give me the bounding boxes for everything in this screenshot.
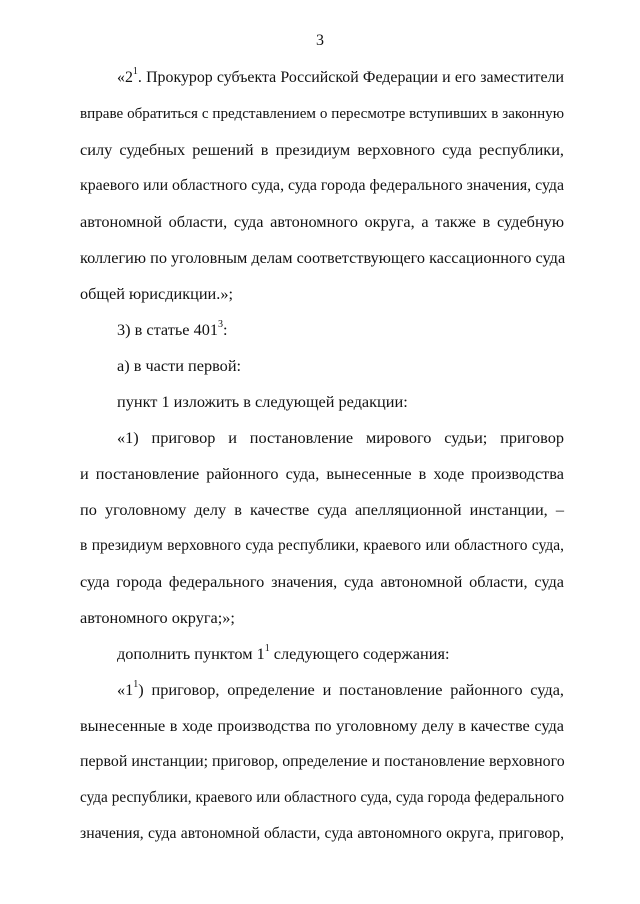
text-line-main: первой инстанции; приговор, определение и постановление верховного	[80, 753, 565, 770]
text-line-main: краевого или областного суда, суда города федерального значения, суда	[80, 177, 565, 194]
text-line-main: суда республики, краевого или областного суда, суда города федерального	[80, 789, 564, 806]
text-line-continuation: ) приговор, определение и постановление районного суда,	[138, 680, 564, 699]
text-line-continuation: :	[223, 320, 228, 339]
text-line-main: вынесенные в ходе производства по уголовному делу в качестве суда	[80, 716, 564, 735]
text-line-main: по уголовному делу в качестве суда апелляционной инстанции, –	[80, 500, 564, 519]
superscript: 1	[133, 678, 139, 690]
text-line-main: «2	[117, 69, 133, 86]
text-line-main: «1) приговор и постановление мирового судьи; приговор	[117, 428, 564, 447]
text-line-continuation: следующего содержания:	[269, 644, 450, 663]
text-line	[80, 752, 564, 788]
text-line	[80, 320, 564, 356]
document-body	[80, 65, 566, 860]
text-line	[80, 536, 564, 572]
text-line	[80, 824, 564, 860]
text-line-continuation: . Прокурор субъекта Российской Федерации и его заместители	[137, 69, 564, 86]
text-line	[80, 140, 564, 176]
text-line	[80, 572, 564, 608]
superscript: 1	[132, 65, 138, 77]
superscript: 1	[264, 642, 270, 654]
text-line	[80, 248, 564, 284]
text-line-main: и постановление районного суда, вынесенные в ходе производства	[80, 464, 564, 483]
text-line	[80, 500, 564, 536]
text-line	[80, 356, 564, 392]
text-line	[80, 104, 564, 140]
text-line	[80, 680, 564, 716]
text-line	[80, 176, 564, 212]
text-line	[80, 716, 564, 752]
text-line-main: а) в части первой:	[117, 356, 242, 375]
text-line	[80, 464, 564, 500]
text-line	[80, 392, 564, 428]
text-line	[80, 608, 564, 644]
text-line-main: «1	[117, 680, 134, 699]
text-line-main: дополнить пунктом 1	[117, 644, 265, 663]
text-line-main: коллегию по уголовным делам соответствующего кассационного суда	[80, 248, 566, 267]
text-line-main: в президиум верховного суда республики, краевого или областного суда,	[80, 537, 564, 554]
text-line	[80, 788, 564, 824]
text-line-main: общей юрисдикции.»;	[80, 284, 233, 303]
text-line-main: автономной области, суда автономного округа, а также в судебную	[80, 212, 564, 231]
text-line-main: силу судебных решений в президиум верховного суда республики,	[80, 140, 564, 159]
text-line	[80, 284, 564, 320]
superscript: 3	[218, 318, 223, 330]
text-line-main: пункт 1 изложить в следующей редакции:	[117, 392, 408, 411]
text-line-main: суда города федерального значения, суда автономной области, суда	[80, 572, 564, 591]
text-line-main: вправе обратиться с представлением о пересмотре вступивших в законную	[80, 106, 564, 122]
text-line	[80, 428, 564, 464]
text-line-main: автономного округа;»;	[80, 608, 235, 627]
text-line	[80, 65, 564, 104]
text-line	[80, 212, 564, 248]
text-line	[80, 644, 564, 680]
text-line-main: 3) в статье 401	[117, 320, 218, 339]
text-line-main: значения, суда автономной области, суда автономного округа, приговор,	[80, 825, 564, 842]
page-number: 3	[316, 32, 324, 49]
